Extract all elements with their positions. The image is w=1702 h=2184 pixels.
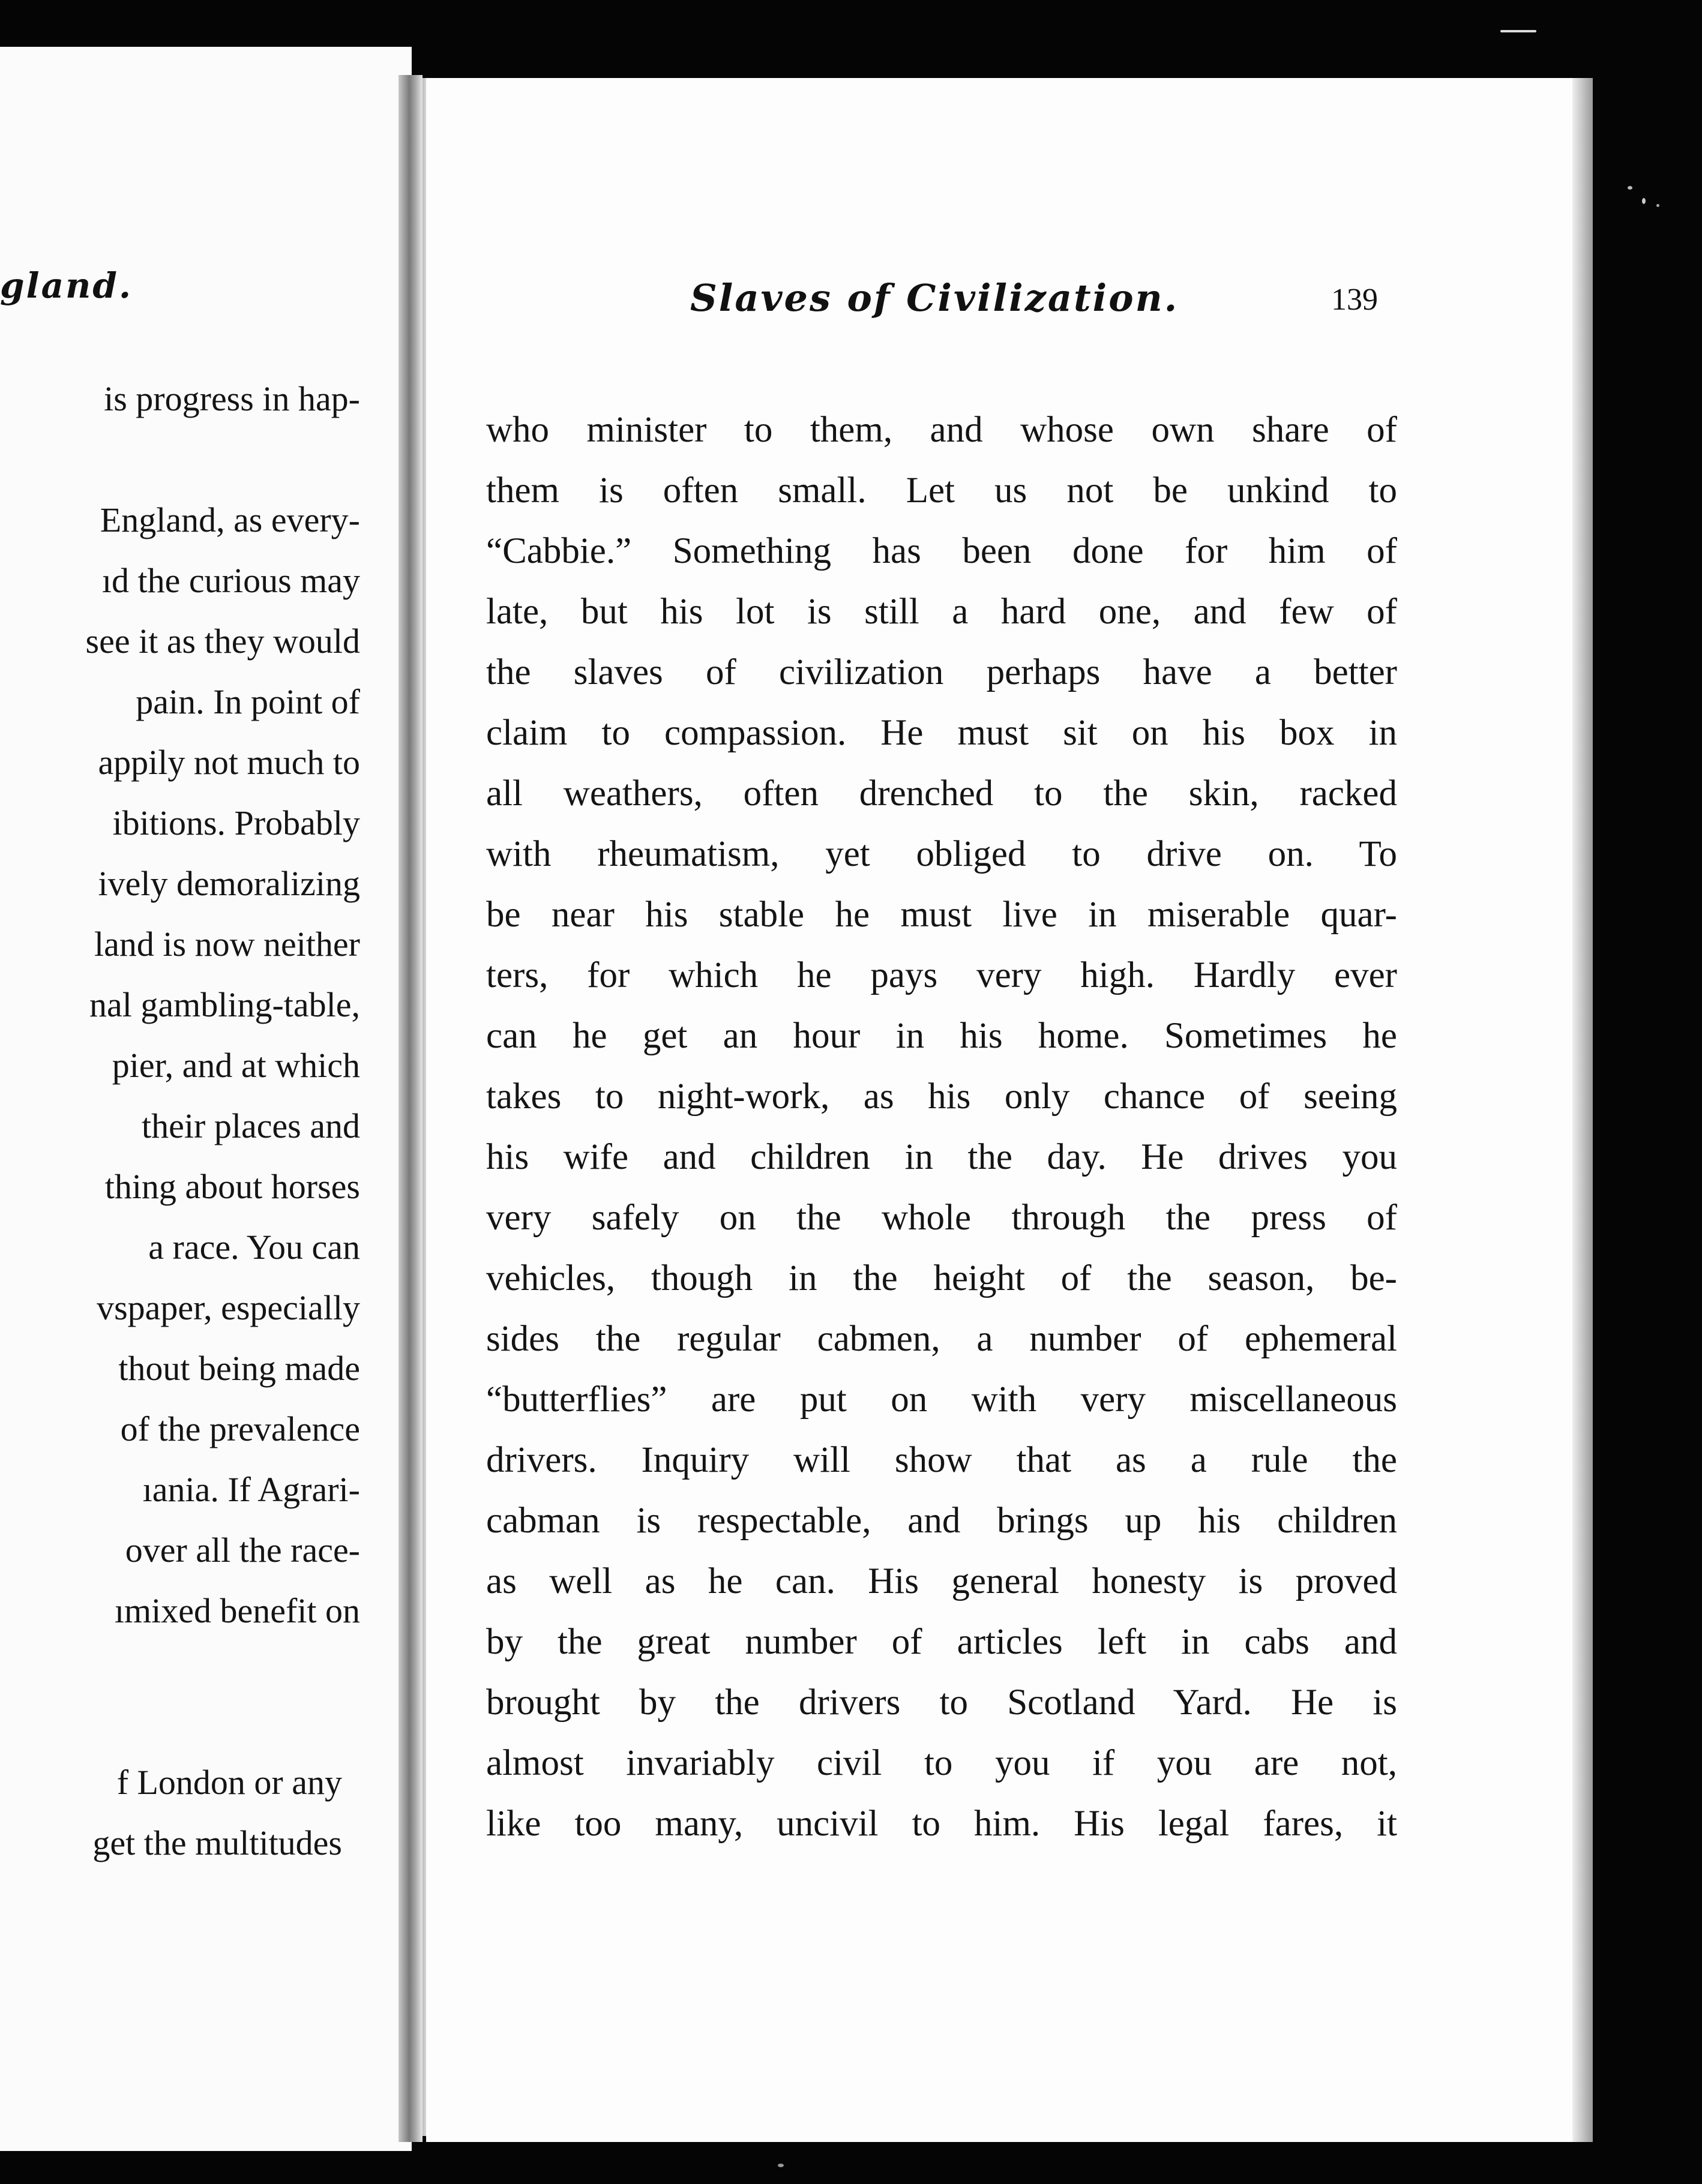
page-number: 139 <box>1331 283 1378 317</box>
left-line: ıd the curious may <box>101 561 360 600</box>
book-gutter <box>398 75 422 2142</box>
right-line: “Cabbie.” Something has been done for him of <box>486 531 1397 571</box>
scan-speck <box>778 2164 784 2167</box>
left-text-top <box>0 368 360 1641</box>
right-line: all weathers, often drenched to the skin, racked <box>486 773 1397 814</box>
right-line: them is often small. Let us not be unkind to <box>486 470 1397 511</box>
left-page <box>0 47 412 2151</box>
right-line: vehicles, though in the height of the season, be- <box>486 1258 1397 1298</box>
right-line: “butterflies” are put on with very miscellaneous <box>486 1379 1397 1420</box>
left-line: thout being made <box>118 1349 360 1388</box>
left-line: thing about horses <box>104 1167 360 1206</box>
left-line: get the multitudes <box>92 1823 342 1862</box>
left-line: nal gambling-table, <box>89 985 360 1024</box>
right-running-head: Slaves of Civilization. <box>690 276 1179 320</box>
left-line <box>0 429 360 490</box>
right-line: who minister to them, and whose own share of <box>486 410 1397 450</box>
right-line: very safely on the whole through the press of <box>486 1198 1397 1238</box>
scan-speck <box>1656 204 1659 207</box>
left-line: over all the race- <box>125 1531 360 1570</box>
right-line: cabman is respectable, and brings up his children <box>486 1501 1397 1541</box>
right-line: almost invariably civil to you if you are not, <box>486 1743 1397 1783</box>
right-line: his wife and children in the day. He drives you <box>486 1137 1397 1177</box>
left-line: a race. You can <box>148 1228 360 1267</box>
scan-speck <box>1628 186 1632 190</box>
right-line: can he get an hour in his home. Sometimes he <box>486 1016 1397 1056</box>
left-line: ıania. If Agrari- <box>142 1470 360 1509</box>
right-line: takes to night-work, as his only chance of seeing <box>486 1076 1397 1117</box>
right-line: late, but his lot is still a hard one, and few of <box>486 592 1397 632</box>
left-line: ımixed benefit on <box>114 1591 360 1630</box>
right-line: ters, for which he pays very high. Hardly ever <box>486 955 1397 995</box>
left-running-head: gland. <box>0 265 133 306</box>
left-line: f London or any <box>116 1763 342 1802</box>
right-line: the slaves of civilization perhaps have a better <box>486 652 1397 692</box>
left-line: land is now neither <box>94 925 360 964</box>
left-line: ibitions. Probably <box>112 803 360 842</box>
right-line: claim to compassion. He must sit on his box in <box>486 713 1397 753</box>
right-line: drivers. Inquiry will show that as a rule the <box>486 1440 1397 1480</box>
right-line: with rheumatism, yet obliged to drive on. To <box>486 834 1397 874</box>
left-line: vspaper, especially <box>97 1288 360 1327</box>
right-line: as well as he can. His general honesty is proved <box>486 1561 1397 1601</box>
right-line: by the great number of articles left in cabs and <box>486 1622 1397 1662</box>
page-edge-shadow <box>1572 78 1593 2142</box>
right-line: be near his stable he must live in miserable quar- <box>486 895 1397 935</box>
left-line: pier, and at which <box>112 1046 360 1085</box>
left-line: ively demoralizing <box>98 864 360 903</box>
right-page <box>426 78 1584 2142</box>
right-line: sides the regular cabmen, a number of ephemeral <box>486 1319 1397 1359</box>
right-line: like too many, uncivil to him. His legal fares, it <box>486 1804 1397 1844</box>
left-line: England, as every- <box>100 500 360 539</box>
left-text-bottom <box>0 1752 342 1873</box>
right-line: brought by the drivers to Scotland Yard. He is <box>486 1682 1397 1723</box>
left-line: of the prevalence <box>120 1409 360 1448</box>
scan-speck <box>1642 198 1646 204</box>
left-line: pain. In point of <box>136 682 360 721</box>
left-line: is progress in hap- <box>104 379 360 418</box>
scan-speck <box>1500 30 1536 32</box>
right-text <box>486 400 1397 1854</box>
left-line: see it as they would <box>85 622 360 661</box>
left-line: their places and <box>142 1106 360 1145</box>
left-line: appily not much to <box>98 743 360 782</box>
